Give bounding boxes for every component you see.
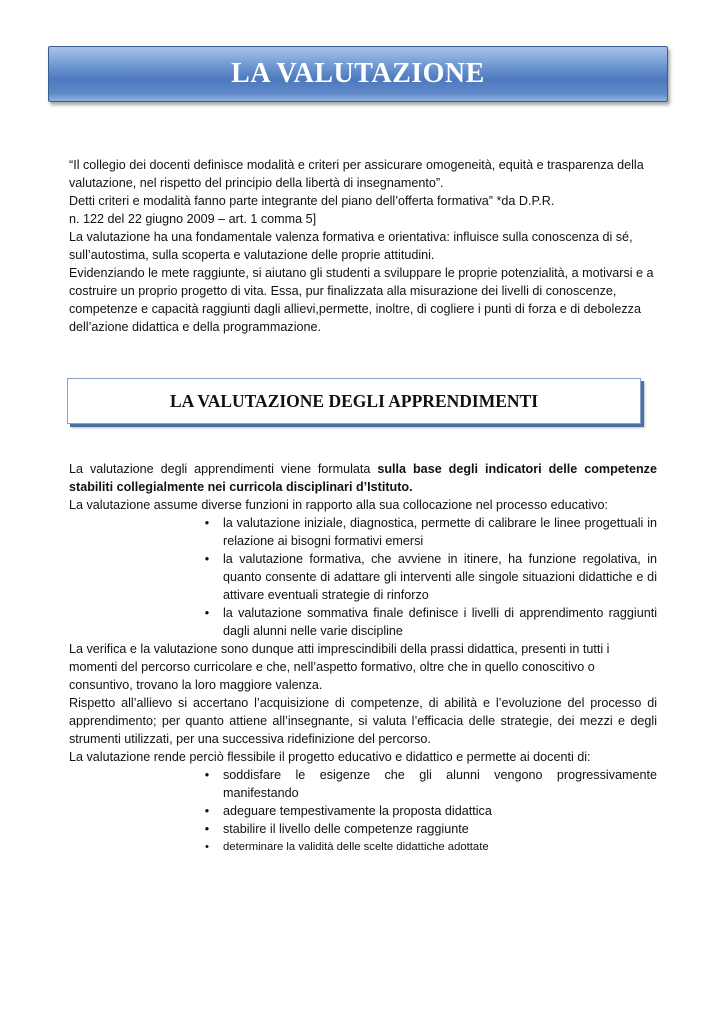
bullet-icon: • (204, 768, 210, 782)
title-banner (48, 46, 668, 102)
paragraph-student: Rispetto all’allievo si accertano l’acquisizione di competenze, di abilità e l’evoluzione del processo di apprendimento; per quanto attiene all’insegnante, si valuta l’efficacia delle strategie, dei mezzi e degli strumenti utilizzati, per una successiva ridefinizione del percorso. (69, 696, 657, 746)
intro-line-5: Evidenziando le mete raggiunte, si aiutano gli studenti a sviluppare le proprie potenzialità, a motivarsi e a costruire un proprio progetto di vita. Essa, pur finalizzata alla misurazione dei livelli di conoscenze, competenze e capacità raggiunti dagli allievi,permette, inoltre, di cogliere i punti di forza e di debolezza dell’azione didattica e della programmazione. (69, 266, 654, 334)
list-item-text: stabilire il livello delle competenze raggiunte (223, 822, 469, 836)
list-item (204, 802, 657, 820)
bullet-icon: • (204, 516, 210, 530)
list-item (204, 550, 657, 604)
paragraph-flexibility: La valutazione rende perciò flessibile il progetto educativo e didattico e permette ai docenti di: (69, 750, 591, 764)
bullet-icon: • (204, 552, 210, 566)
intro-text (69, 156, 657, 336)
list-item (204, 604, 657, 640)
page-title: LA VALUTAZIONE (231, 58, 485, 89)
functions-list (69, 514, 657, 640)
list-item (204, 766, 657, 802)
paragraph-criteria-bold: sulla base degli indicatori delle competenze stabiliti collegialmente nei curricola disciplinari d’Istituto. (69, 462, 657, 494)
intro-line-1: “Il collegio dei docenti definisce modalità e criteri per assicurare omogeneità, equità e trasparenza della valutazione, nel rispetto del principio della libertà di insegnamento”. (69, 158, 644, 190)
list-item-text: la valutazione formativa, che avviene in itinere, ha funzione regolativa, in quanto consente di adattare gli interventi alle singole situazioni didattiche e di attivare eventuali strategie di rinforzo (223, 552, 657, 602)
list-item-text: la valutazione iniziale, diagnostica, permette di calibrare le linee progettuali in relazione ai bisogni formativi emersi (223, 516, 657, 548)
intro-line-4: La valutazione ha una fondamentale valenza formativa e orientativa: influisce sulla conoscenza di sé, sull’autostima, sulla scoperta e valutazione delle proprie attitudini. (69, 230, 633, 262)
intro-line-2: Detti criteri e modalità fanno parte integrante del piano dell’offerta formativa” *da D.P.R. (69, 194, 555, 208)
bullet-icon: • (204, 606, 210, 620)
bullet-icon: • (205, 841, 209, 853)
bullet-icon: • (204, 822, 210, 836)
paragraph-verification: La verifica e la valutazione sono dunque atti imprescindibili della prassi didattica, presenti in tutti i momenti del percorso curricolare e che, nell’aspetto formativo, oltre che in quello conoscitivo o consuntivo, trovano la loro maggiore valenza. (69, 642, 610, 692)
list-item-text: adeguare tempestivamente la proposta didattica (223, 804, 492, 818)
paragraph-criteria-start: La valutazione degli apprendimenti viene formulata (69, 462, 378, 476)
paragraph-functions-intro: La valutazione assume diverse funzioni in rapporto alla sua collocazione nel processo educativo: (69, 498, 609, 512)
list-item (205, 838, 657, 856)
main-text (69, 460, 657, 856)
purposes-list (69, 766, 657, 856)
paragraph-criteria (69, 460, 657, 496)
list-item-text: soddisfare le esigenze che gli alunni vengono progressivamente manifestando (223, 768, 657, 800)
bullet-icon: • (204, 804, 210, 818)
list-item (204, 514, 657, 550)
section-heading-box (67, 378, 641, 424)
list-item-text: la valutazione sommativa finale definisce i livelli di apprendimento raggiunti dagli alunni nelle varie discipline (223, 606, 657, 638)
list-item-text: determinare la validità delle scelte didattiche adottate (223, 841, 489, 853)
intro-line-3: n. 122 del 22 giugno 2009 – art. 1 comma 5] (69, 212, 317, 226)
section-title: LA VALUTAZIONE DEGLI APPRENDIMENTI (169, 390, 539, 411)
list-item (204, 820, 657, 838)
